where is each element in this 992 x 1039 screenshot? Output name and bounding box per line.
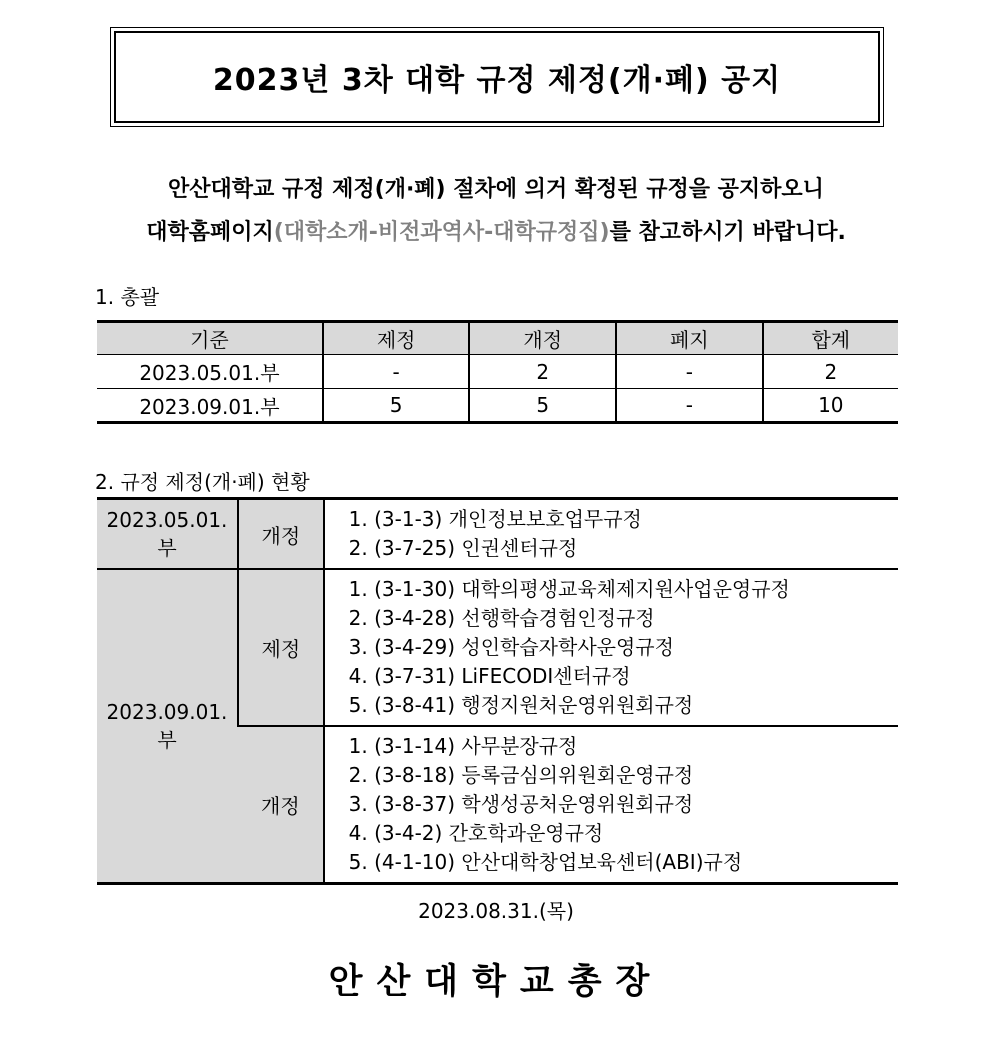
items-cell [324, 726, 898, 884]
summary-cell: 2 [469, 355, 616, 389]
detail-row [97, 499, 898, 570]
regulation-item: 5. (4-1-10) 안산대학창업보육센터(ABI)규정 [348, 850, 743, 874]
summary-header-cell: 폐지 [616, 322, 763, 355]
type-cell: 개정 [238, 726, 324, 884]
summary-cell: - [616, 389, 763, 423]
type-cell: 제정 [238, 569, 324, 726]
signature: 안산대학교총장 [328, 962, 664, 1002]
regulation-item: 1. (3-1-3) 개인정보보호업무규정 [348, 507, 642, 531]
summary-table-head [97, 322, 898, 355]
intro-line1: 안산대학교 규정 제정(개·폐) 절차에 의거 확정된 규정을 공지하오니 [168, 177, 824, 202]
page-title: 2023년 3차 대학 규정 제정(개·폐) 공지 [212, 63, 782, 98]
detail-table-body [97, 499, 898, 884]
detail-table [97, 497, 898, 885]
regulation-item: 2. (3-7-25) 인권센터규정 [348, 536, 578, 560]
title-box [110, 27, 884, 127]
summary-header-cell: 개정 [469, 322, 616, 355]
summary-cell: 2 [763, 355, 898, 389]
intro-homepage-label: 대학홈페이지 [146, 220, 274, 245]
regulation-item: 3. (3-4-29) 성인학습자학사운영규정 [348, 635, 674, 659]
intro-homepage-path: (대학소개-비전과역사-대학규정집) [273, 220, 610, 245]
summary-row [97, 389, 898, 423]
summary-table-body [97, 355, 898, 423]
summary-header-cell: 제정 [323, 322, 470, 355]
title-box-inner [114, 31, 880, 123]
summary-cell: 2023.09.01.부 [139, 394, 280, 419]
regulation-item: 1. (3-1-30) 대학의평생교육체제지원사업운영규정 [348, 577, 790, 601]
summary-header-row [97, 322, 898, 355]
section2-heading: 2. 규정 제정(개·폐) 현황 [95, 470, 310, 494]
section1-heading: 1. 총괄 [95, 285, 160, 309]
date-cell: 2023.05.01.부 [97, 499, 238, 570]
intro-line2 [0, 211, 992, 254]
date-cell: 2023.09.01.부 [97, 569, 238, 884]
regulation-item: 4. (3-7-31) LiFECODI센터규정 [348, 664, 631, 688]
detail-row [97, 569, 898, 726]
summary-header-cell: 합계 [763, 322, 898, 355]
regulation-item: 1. (3-1-14) 사무분장규정 [348, 734, 578, 758]
regulation-item: 4. (3-4-2) 간호학과운영규정 [348, 821, 604, 845]
regulation-item: 3. (3-8-37) 학생성공처운영위원회규정 [348, 792, 694, 816]
summary-cell: 5 [323, 389, 470, 423]
footer-date: 2023.08.31.(목) [418, 899, 574, 923]
summary-cell: - [616, 355, 763, 389]
intro-line2-suffix: 를 참고하시기 바랍니다. [609, 220, 846, 245]
summary-cell: 10 [763, 389, 898, 423]
summary-cell: 2023.05.01.부 [139, 361, 280, 385]
items-cell [324, 569, 898, 726]
items-cell [324, 499, 898, 570]
summary-table [97, 320, 898, 424]
intro-paragraph [0, 168, 992, 254]
summary-row [97, 355, 898, 389]
regulation-item: 2. (3-8-18) 등록금심의위원회운영규정 [348, 763, 694, 787]
summary-header-cell: 기준 [97, 322, 323, 355]
summary-cell: - [323, 355, 470, 389]
regulation-item: 2. (3-4-28) 선행학습경험인정규정 [348, 606, 655, 630]
type-cell: 개정 [238, 499, 324, 570]
regulation-item: 5. (3-8-41) 행정지원처운영위원회규정 [348, 693, 694, 717]
summary-cell: 5 [469, 389, 616, 423]
